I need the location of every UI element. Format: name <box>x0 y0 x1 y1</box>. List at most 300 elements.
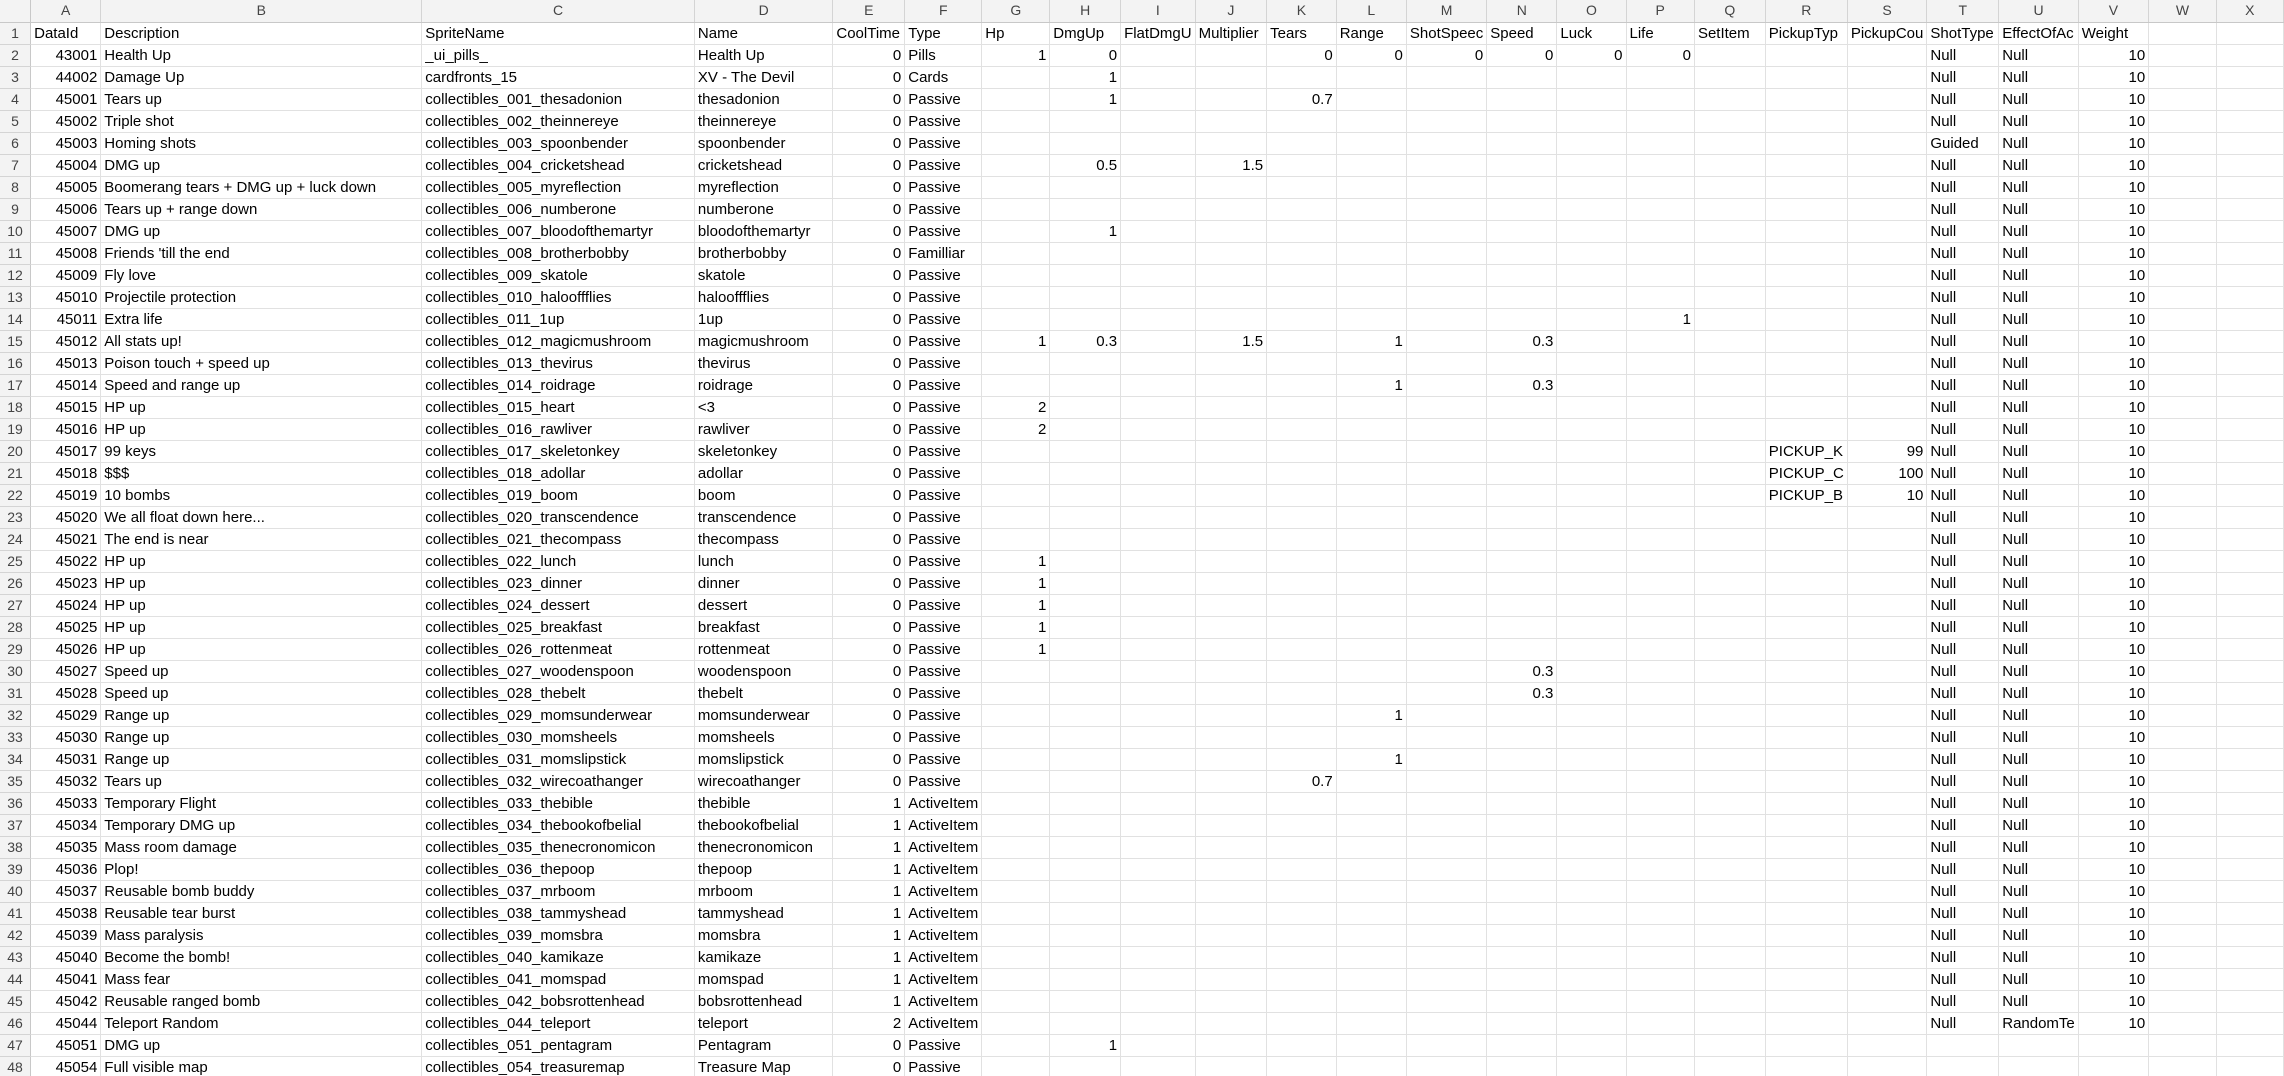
cell[interactable] <box>1267 572 1337 594</box>
cell[interactable]: Null <box>1927 726 1999 748</box>
cell[interactable]: numberone <box>694 198 832 220</box>
cell[interactable] <box>1694 462 1765 484</box>
cell[interactable] <box>1121 770 1196 792</box>
cell[interactable] <box>1765 858 1847 880</box>
cell[interactable]: myreflection <box>694 176 832 198</box>
cell[interactable]: 1 <box>833 814 905 836</box>
cell[interactable] <box>1050 902 1121 924</box>
header-cell[interactable]: SpriteName <box>422 22 695 44</box>
cell[interactable]: 0 <box>833 374 905 396</box>
cell[interactable]: Range up <box>101 726 422 748</box>
cell[interactable]: 1 <box>833 858 905 880</box>
cell[interactable] <box>2078 1056 2148 1076</box>
cell[interactable] <box>1765 1034 1847 1056</box>
cell[interactable] <box>982 528 1050 550</box>
header-cell[interactable]: Speed <box>1487 22 1557 44</box>
cell[interactable] <box>2149 616 2217 638</box>
cell[interactable]: Passive <box>905 440 982 462</box>
cell[interactable]: 10 <box>2078 264 2148 286</box>
cell[interactable]: Passive <box>905 330 982 352</box>
cell[interactable] <box>1626 836 1694 858</box>
cell[interactable]: 0.7 <box>1267 88 1337 110</box>
cell[interactable] <box>1336 902 1406 924</box>
cell[interactable] <box>1121 726 1196 748</box>
cell[interactable]: ActiveItem <box>905 924 982 946</box>
cell[interactable]: Mass room damage <box>101 836 422 858</box>
cell[interactable]: 0 <box>833 352 905 374</box>
cell[interactable] <box>1847 506 1927 528</box>
cell[interactable]: 10 <box>2078 396 2148 418</box>
cell[interactable] <box>1050 484 1121 506</box>
cell[interactable] <box>1336 880 1406 902</box>
cell[interactable] <box>1267 990 1337 1012</box>
cell[interactable] <box>982 660 1050 682</box>
cell[interactable]: 0.3 <box>1487 682 1557 704</box>
cell[interactable] <box>1487 154 1557 176</box>
cell[interactable] <box>2216 704 2283 726</box>
cell[interactable]: 45021 <box>31 528 101 550</box>
cell[interactable] <box>1557 308 1626 330</box>
cell[interactable]: 1 <box>1050 88 1121 110</box>
cell[interactable]: 0 <box>833 286 905 308</box>
cell[interactable]: 45002 <box>31 110 101 132</box>
cell[interactable] <box>2216 550 2283 572</box>
cell[interactable] <box>1487 1012 1557 1034</box>
cell[interactable] <box>1195 352 1267 374</box>
cell[interactable] <box>1694 572 1765 594</box>
cell[interactable] <box>1765 638 1847 660</box>
cell[interactable]: collectibles_007_bloodofthemartyr <box>422 220 695 242</box>
cell[interactable] <box>1487 220 1557 242</box>
cell[interactable] <box>2216 242 2283 264</box>
cell[interactable] <box>1487 66 1557 88</box>
cell[interactable] <box>1487 132 1557 154</box>
cell[interactable] <box>1336 660 1406 682</box>
cell[interactable]: collectibles_021_thecompass <box>422 528 695 550</box>
cell[interactable]: 45007 <box>31 220 101 242</box>
cell[interactable]: 10 <box>2078 814 2148 836</box>
cell[interactable]: 45037 <box>31 880 101 902</box>
cell[interactable] <box>1626 770 1694 792</box>
cell[interactable]: 10 <box>2078 638 2148 660</box>
cell[interactable] <box>982 110 1050 132</box>
cell[interactable] <box>2216 616 2283 638</box>
cell[interactable] <box>1557 616 1626 638</box>
cell[interactable] <box>1487 396 1557 418</box>
cell[interactable]: 10 <box>2078 286 2148 308</box>
cell[interactable]: Null <box>1927 198 1999 220</box>
cell[interactable] <box>1406 440 1486 462</box>
cell[interactable] <box>1336 264 1406 286</box>
cell[interactable] <box>982 682 1050 704</box>
cell[interactable] <box>1336 484 1406 506</box>
cell[interactable] <box>1267 198 1337 220</box>
cell[interactable]: Null <box>1927 638 1999 660</box>
row-number[interactable]: 10 <box>0 220 31 242</box>
cell[interactable]: Null <box>1999 484 2079 506</box>
cell[interactable] <box>1557 396 1626 418</box>
cell[interactable] <box>982 198 1050 220</box>
cell[interactable] <box>1267 352 1337 374</box>
cell[interactable]: ActiveItem <box>905 968 982 990</box>
cell[interactable] <box>1195 66 1267 88</box>
cell[interactable] <box>2216 198 2283 220</box>
cell[interactable] <box>1487 638 1557 660</box>
cell[interactable] <box>2216 396 2283 418</box>
cell[interactable] <box>1195 726 1267 748</box>
cell[interactable] <box>1121 550 1196 572</box>
cell[interactable]: 0 <box>833 748 905 770</box>
cell[interactable]: 0 <box>833 88 905 110</box>
cell[interactable]: 45038 <box>31 902 101 924</box>
cell[interactable] <box>1121 638 1196 660</box>
cell[interactable] <box>1765 1012 1847 1034</box>
cell[interactable]: Passive <box>905 704 982 726</box>
cell[interactable]: 0.3 <box>1050 330 1121 352</box>
cell[interactable]: 45029 <box>31 704 101 726</box>
cell[interactable]: ActiveItem <box>905 858 982 880</box>
cell[interactable] <box>1050 1056 1121 1076</box>
cell[interactable]: 10 <box>2078 792 2148 814</box>
cell[interactable]: rawliver <box>694 418 832 440</box>
cell[interactable]: Null <box>1927 264 1999 286</box>
cell[interactable]: 1 <box>833 924 905 946</box>
cell[interactable]: Tears up + range down <box>101 198 422 220</box>
cell[interactable] <box>2149 550 2217 572</box>
cell[interactable]: Null <box>1927 154 1999 176</box>
cell[interactable] <box>2216 902 2283 924</box>
cell[interactable]: 10 <box>2078 110 2148 132</box>
cell[interactable] <box>1694 308 1765 330</box>
cell[interactable]: Damage Up <box>101 66 422 88</box>
cell[interactable]: collectibles_002_theinnereye <box>422 110 695 132</box>
cell[interactable] <box>1195 198 1267 220</box>
cell[interactable]: Null <box>1999 396 2079 418</box>
cell[interactable]: 0 <box>833 770 905 792</box>
cell[interactable] <box>1626 748 1694 770</box>
cell[interactable] <box>1626 528 1694 550</box>
cell[interactable] <box>982 264 1050 286</box>
cell[interactable] <box>1765 990 1847 1012</box>
cell[interactable] <box>1847 616 1927 638</box>
cell[interactable] <box>1557 484 1626 506</box>
cell[interactable]: teleport <box>694 1012 832 1034</box>
cell[interactable]: Passive <box>905 418 982 440</box>
cell[interactable]: 0 <box>833 66 905 88</box>
cell[interactable] <box>982 352 1050 374</box>
cell[interactable] <box>2149 352 2217 374</box>
cell[interactable]: Null <box>1999 880 2079 902</box>
cell[interactable]: 1 <box>982 330 1050 352</box>
cell[interactable] <box>1195 660 1267 682</box>
cell[interactable] <box>1195 770 1267 792</box>
cell[interactable] <box>1406 572 1486 594</box>
cell[interactable] <box>1121 594 1196 616</box>
cell[interactable] <box>1626 858 1694 880</box>
cell[interactable] <box>1050 396 1121 418</box>
cell[interactable] <box>1765 682 1847 704</box>
cell[interactable] <box>1487 1034 1557 1056</box>
cell[interactable] <box>1487 440 1557 462</box>
cell[interactable] <box>2216 88 2283 110</box>
cell[interactable]: 45017 <box>31 440 101 462</box>
cell[interactable]: Null <box>1927 506 1999 528</box>
row-number[interactable]: 22 <box>0 484 31 506</box>
row-number[interactable]: 15 <box>0 330 31 352</box>
cell[interactable] <box>982 88 1050 110</box>
cell[interactable] <box>1050 594 1121 616</box>
cell[interactable] <box>1557 858 1626 880</box>
cell[interactable] <box>2149 506 2217 528</box>
cell[interactable]: Null <box>1999 572 2079 594</box>
cell[interactable]: Null <box>1927 968 1999 990</box>
cell[interactable] <box>1050 440 1121 462</box>
cell[interactable] <box>1487 242 1557 264</box>
cell[interactable]: Null <box>1927 924 1999 946</box>
cell[interactable]: 10 <box>2078 880 2148 902</box>
cell[interactable]: Null <box>1927 462 1999 484</box>
cell[interactable]: HP up <box>101 616 422 638</box>
cell[interactable]: collectibles_005_myreflection <box>422 176 695 198</box>
cell[interactable] <box>1847 858 1927 880</box>
cell[interactable]: ActiveItem <box>905 902 982 924</box>
cell[interactable]: collectibles_012_magicmushroom <box>422 330 695 352</box>
cell[interactable] <box>2216 968 2283 990</box>
cell[interactable] <box>1557 1012 1626 1034</box>
cell[interactable] <box>1557 528 1626 550</box>
cell[interactable]: 1.5 <box>1195 154 1267 176</box>
cell[interactable]: Tears up <box>101 770 422 792</box>
cell[interactable] <box>1694 1012 1765 1034</box>
cell[interactable] <box>1336 726 1406 748</box>
cell[interactable] <box>1557 66 1626 88</box>
cell[interactable] <box>1267 440 1337 462</box>
cell[interactable]: 2 <box>982 396 1050 418</box>
cell[interactable]: RandomTe <box>1999 1012 2079 1034</box>
cell[interactable] <box>1406 242 1486 264</box>
cell[interactable] <box>1626 506 1694 528</box>
cell[interactable]: 10 <box>2078 924 2148 946</box>
cell[interactable]: 0 <box>833 110 905 132</box>
cell[interactable] <box>2149 902 2217 924</box>
column-header-o[interactable]: O <box>1557 0 1626 22</box>
cell[interactable] <box>1847 792 1927 814</box>
cell[interactable] <box>982 308 1050 330</box>
cell[interactable] <box>2216 440 2283 462</box>
cell[interactable] <box>2216 858 2283 880</box>
cell[interactable] <box>2149 924 2217 946</box>
cell[interactable]: 45012 <box>31 330 101 352</box>
cell[interactable] <box>1557 462 1626 484</box>
cell[interactable]: Tears up <box>101 88 422 110</box>
cell[interactable]: Null <box>1927 330 1999 352</box>
cell[interactable] <box>1626 132 1694 154</box>
cell[interactable]: Null <box>1927 44 1999 66</box>
cell[interactable]: collectibles_015_heart <box>422 396 695 418</box>
cell[interactable] <box>1557 550 1626 572</box>
cell[interactable]: Null <box>1927 990 1999 1012</box>
cell[interactable] <box>1406 418 1486 440</box>
cell[interactable] <box>1847 638 1927 660</box>
cell[interactable] <box>1195 616 1267 638</box>
cell[interactable] <box>1557 506 1626 528</box>
cell[interactable] <box>1765 132 1847 154</box>
cell[interactable]: dessert <box>694 594 832 616</box>
cell[interactable]: 1 <box>833 792 905 814</box>
cell[interactable]: Null <box>1999 352 2079 374</box>
header-cell[interactable]: Hp <box>982 22 1050 44</box>
header-cell[interactable]: ShotSpeec <box>1406 22 1486 44</box>
cell[interactable]: collectibles_004_cricketshead <box>422 154 695 176</box>
cell[interactable]: Passive <box>905 572 982 594</box>
row-number[interactable]: 12 <box>0 264 31 286</box>
cell[interactable] <box>1267 286 1337 308</box>
cell[interactable] <box>1195 1056 1267 1076</box>
cell[interactable] <box>1847 946 1927 968</box>
cell[interactable]: 45026 <box>31 638 101 660</box>
cell[interactable] <box>1847 374 1927 396</box>
cell[interactable] <box>1694 770 1765 792</box>
cell[interactable] <box>1626 352 1694 374</box>
cell[interactable]: Reusable bomb buddy <box>101 880 422 902</box>
cell[interactable] <box>1694 704 1765 726</box>
cell[interactable]: 0 <box>833 440 905 462</box>
cell[interactable] <box>1694 242 1765 264</box>
cell[interactable] <box>1050 506 1121 528</box>
cell[interactable] <box>1267 132 1337 154</box>
cell[interactable] <box>1694 330 1765 352</box>
cell[interactable] <box>1050 1012 1121 1034</box>
cell[interactable] <box>1121 110 1196 132</box>
cell[interactable] <box>1487 572 1557 594</box>
cell[interactable] <box>1626 374 1694 396</box>
cell[interactable] <box>1487 110 1557 132</box>
row-number[interactable]: 37 <box>0 814 31 836</box>
cell[interactable] <box>2149 1012 2217 1034</box>
cell[interactable]: Speed up <box>101 682 422 704</box>
cell[interactable] <box>1557 440 1626 462</box>
cell[interactable]: Null <box>1999 748 2079 770</box>
cell[interactable]: collectibles_037_mrboom <box>422 880 695 902</box>
cell[interactable]: Full visible map <box>101 1056 422 1076</box>
cell[interactable] <box>1626 594 1694 616</box>
cell[interactable] <box>1626 66 1694 88</box>
cell[interactable] <box>2149 176 2217 198</box>
cell[interactable]: 10 bombs <box>101 484 422 506</box>
cell[interactable]: 10 <box>2078 330 2148 352</box>
cell[interactable]: Null <box>1927 748 1999 770</box>
cell[interactable] <box>1626 110 1694 132</box>
cell[interactable] <box>1336 132 1406 154</box>
cell[interactable]: 0 <box>833 154 905 176</box>
cell[interactable] <box>2149 682 2217 704</box>
cell[interactable] <box>1847 88 1927 110</box>
row-number[interactable]: 39 <box>0 858 31 880</box>
cell[interactable] <box>1487 88 1557 110</box>
cell[interactable] <box>1557 330 1626 352</box>
cell[interactable]: 0 <box>833 594 905 616</box>
cell[interactable] <box>2149 1056 2217 1076</box>
cell[interactable]: dinner <box>694 572 832 594</box>
cell[interactable]: Passive <box>905 638 982 660</box>
cell[interactable] <box>1694 946 1765 968</box>
cell[interactable]: PICKUP_C <box>1765 462 1847 484</box>
cell[interactable] <box>1121 924 1196 946</box>
cell[interactable]: collectibles_031_momslipstick <box>422 748 695 770</box>
cell[interactable] <box>1267 924 1337 946</box>
row-number[interactable]: 42 <box>0 924 31 946</box>
cell[interactable]: Passive <box>905 528 982 550</box>
cell[interactable] <box>1694 748 1765 770</box>
cell[interactable] <box>1267 396 1337 418</box>
cell[interactable]: Familliar <box>905 242 982 264</box>
cell[interactable]: Null <box>1999 902 2079 924</box>
cell[interactable] <box>1336 66 1406 88</box>
cell[interactable] <box>1557 704 1626 726</box>
cell[interactable]: 2 <box>982 418 1050 440</box>
cell[interactable]: Null <box>1927 352 1999 374</box>
cell[interactable] <box>1050 990 1121 1012</box>
cell[interactable] <box>1927 1056 1999 1076</box>
cell[interactable]: ActiveItem <box>905 792 982 814</box>
cell[interactable]: Passive <box>905 132 982 154</box>
cell[interactable] <box>1050 726 1121 748</box>
cell[interactable] <box>1195 748 1267 770</box>
cell[interactable] <box>1765 726 1847 748</box>
cell[interactable] <box>1626 946 1694 968</box>
cell[interactable] <box>1267 660 1337 682</box>
cell[interactable]: Null <box>1999 792 2079 814</box>
cell[interactable] <box>1267 528 1337 550</box>
cell[interactable] <box>2149 264 2217 286</box>
cell[interactable]: Passive <box>905 110 982 132</box>
cell[interactable] <box>2149 440 2217 462</box>
cell[interactable]: Null <box>1927 770 1999 792</box>
cell[interactable]: thebelt <box>694 682 832 704</box>
cell[interactable] <box>982 1056 1050 1076</box>
cell[interactable]: Null <box>1999 132 2079 154</box>
cell[interactable]: 45051 <box>31 1034 101 1056</box>
cell[interactable] <box>1121 484 1196 506</box>
cell[interactable] <box>1694 726 1765 748</box>
cell[interactable] <box>1050 132 1121 154</box>
cell[interactable] <box>1694 154 1765 176</box>
cell[interactable] <box>1847 220 1927 242</box>
cell[interactable] <box>1557 154 1626 176</box>
cell[interactable]: Passive <box>905 660 982 682</box>
cell[interactable]: Passive <box>905 88 982 110</box>
cell[interactable] <box>1694 814 1765 836</box>
cell[interactable] <box>2149 748 2217 770</box>
cell[interactable] <box>1694 264 1765 286</box>
cell[interactable] <box>1765 528 1847 550</box>
cell[interactable] <box>1336 924 1406 946</box>
cell[interactable] <box>1626 550 1694 572</box>
cell[interactable] <box>982 220 1050 242</box>
cell[interactable]: Null <box>1999 528 2079 550</box>
cell[interactable] <box>1050 814 1121 836</box>
cell[interactable] <box>2216 1012 2283 1034</box>
row-number[interactable]: 4 <box>0 88 31 110</box>
cell[interactable] <box>1050 770 1121 792</box>
cell[interactable]: Passive <box>905 594 982 616</box>
cell[interactable]: collectibles_028_thebelt <box>422 682 695 704</box>
cell[interactable]: collectibles_017_skeletonkey <box>422 440 695 462</box>
cell[interactable] <box>982 154 1050 176</box>
cell[interactable]: 45054 <box>31 1056 101 1076</box>
cell[interactable]: momsheels <box>694 726 832 748</box>
cell[interactable]: 2 <box>833 1012 905 1034</box>
